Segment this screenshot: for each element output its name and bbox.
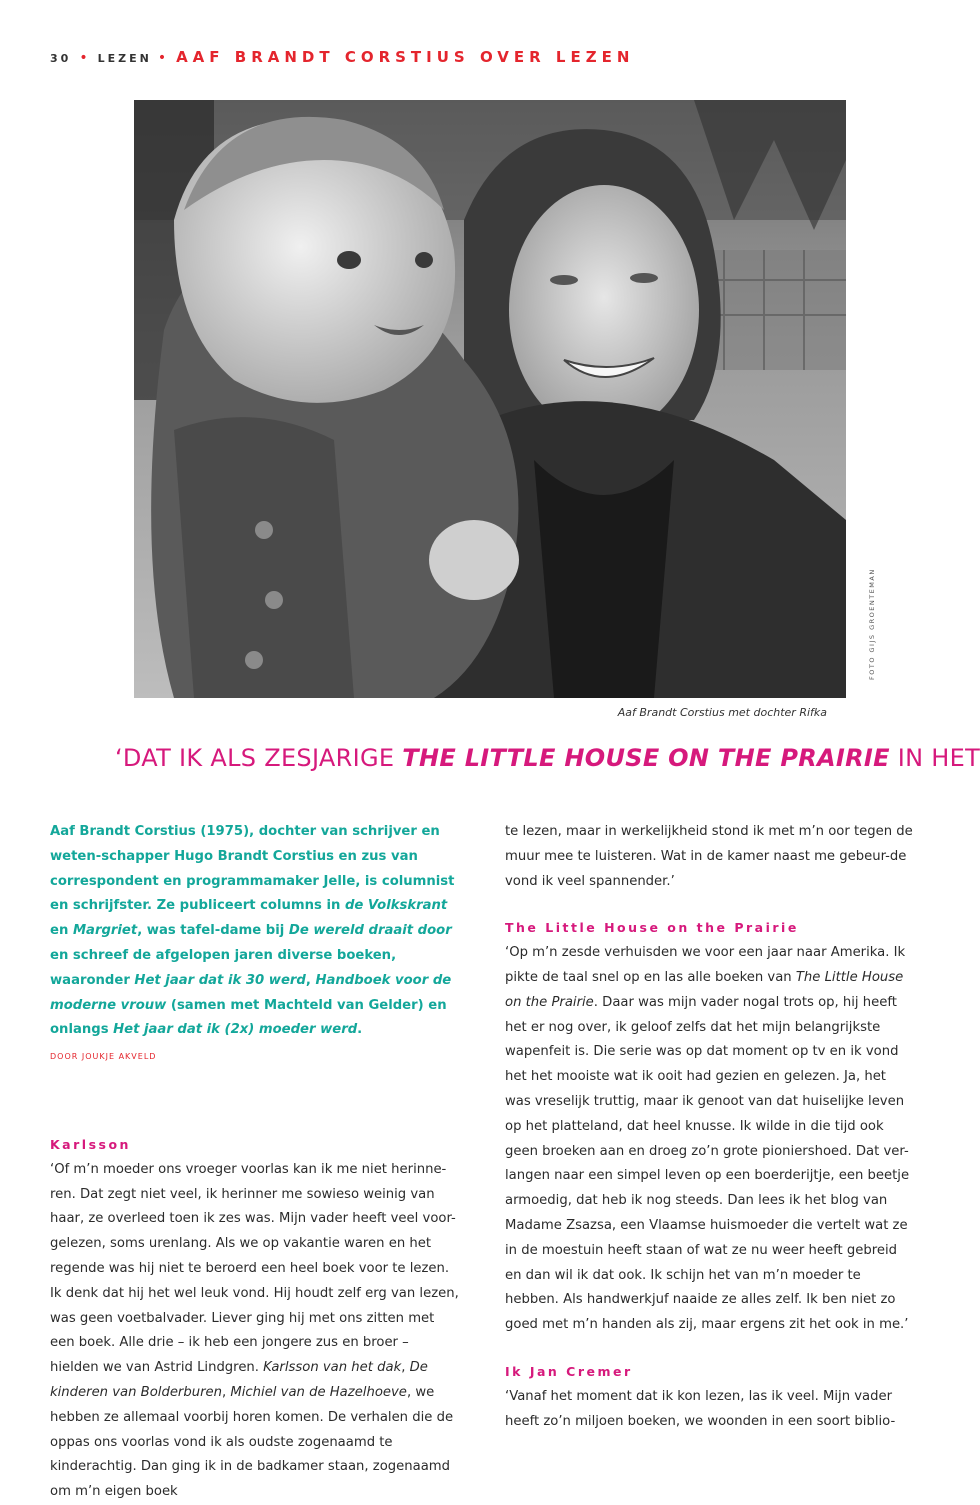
photo-credit: FOTO GIJS GROENTEMAN xyxy=(868,568,876,680)
intro-title: Het jaar dat ik (2x) moeder werd xyxy=(113,1022,358,1038)
book-title: Michiel van de Hazelhoeve xyxy=(230,1384,407,1400)
book-title: The Little House on the Prairie xyxy=(505,969,904,1010)
intro-title: Margriet xyxy=(72,923,138,939)
body-text: , xyxy=(401,1360,410,1376)
bullet-dot: • xyxy=(79,50,88,66)
article-title: AAF BRANDT CORSTIUS OVER LEZEN xyxy=(176,48,635,66)
intro-title: De wereld draait door xyxy=(288,923,452,939)
paragraph-karlsson xyxy=(50,1158,460,1505)
pull-quote-text: IN HET xyxy=(889,744,980,772)
running-head xyxy=(50,48,634,72)
body-text: ‘Of m’n moeder ons vroeger voorlas kan ik me niet herinne-ren. Dat zegt niet veel, ik herinner me sowieso weinig van haar, ze overleed toen ik zes was. Mijn vader heeft veel voor-gelezen, soms urenlang. Als we op vakantie waren en het regende was hij niet te beroerd een heel boek voor te lezen. Ik denk dat hij het wel leuk vond. Hij houdt zelf erg van lezen, was geen voetbalvader. Liever ging hij met ons zitten met een boek. Alle drie – ik heb een jongere zus en broer – hielden we van Astrid Lindgren. xyxy=(50,1161,459,1376)
paragraph-prairie xyxy=(505,941,915,1338)
intro-text: , xyxy=(305,972,316,988)
body-text: . Daar was mijn vader nogal trots op, hij heeft het er nog over, ik geloof zelfs dat het mijn belangrijkste wapenfeit is. Die serie was op dat moment op tv en ik vond het het mooiste wat ik ooit had gezien en gelezen. Ja, het was vreselijk truttig, maar ik genoot van dat huiselijke leven op het platteland, dat heel knusse. Ik wilde in die tijd ook geen broeken aan en droeg zo’n grote pioniershoed. Dat ver-langen naar een simpel leven op een boerderijtje, een beetje armoedig, dat heb ik nog steeds. Dan lees ik het blog van Madame Zsazsa, een Vlaamse huismoeder die vertelt wat ze in de moestuin heeft staan of wat ze nu weer heeft gebreid en dan wil ik dat ook. Ik schijn het van m’n moeder te hebben. Als handwerkjuf naaide ze alles zelf. Ik ben niet zo goed met m’n handen als zij, maar ergens zit het ook in me.’ xyxy=(505,994,910,1333)
intro-text: en schreef de afgelopen jaren diverse boeken, waaronder xyxy=(50,947,397,988)
bullet-dot: • xyxy=(157,50,167,66)
body-text: , xyxy=(221,1384,231,1400)
photo-illustration xyxy=(134,100,846,698)
body-text: , we hebben ze allemaal voorbij horen komen. De verhalen die de oppas ons voorlas vond ik als oudste zogenaamd te kinderachtig. Dan ging ik in de badkamer staan, zogenaamd om m’n eigen boek xyxy=(50,1384,454,1500)
section-label: LEZEN xyxy=(97,52,152,65)
portrait-photo xyxy=(134,100,846,698)
paragraph-karlsson-continued: te lezen, maar in werkelijkheid stond ik met m’n oor tegen de muur mee te luisteren. Wat in de kamer naast me gebeur-de vond ik veel spannender.’ xyxy=(505,824,913,889)
byline: DOOR JOUKJE AKVELD xyxy=(50,1052,157,1062)
subheading-cremer: Ik Jan Cremer xyxy=(505,1363,633,1379)
intro-title: Het jaar dat ik 30 werd xyxy=(134,972,306,988)
paragraph-cremer: ‘Vanaf het moment dat ik kon lezen, las ik veel. Mijn vader heeft zo’n miljoen boeken, we woonden in een soort biblio- xyxy=(505,1388,896,1429)
book-title: De kinderen van Bolderburen xyxy=(50,1360,428,1400)
intro-text: Aaf Brandt Corstius (1975), dochter van schrijver en weten-schapper Hugo Brandt Corstius en zus van correspondent en programmamaker Jelle, is columnist en schrijfster. Ze publiceert columns in xyxy=(50,824,455,914)
intro-text: (samen met Machteld van Gelder) en onlangs xyxy=(50,997,447,1038)
body-text: ‘Op m’n zesde verhuisden we voor een jaar naar Amerika. Ik pikte de taal snel op en las alle boeken van xyxy=(505,945,906,985)
pull-quote-text: ‘DAT IK ALS ZESJARIGE xyxy=(115,744,403,772)
page-number: 30 xyxy=(50,52,72,65)
intro-text: . xyxy=(357,1022,363,1038)
intro-paragraph xyxy=(50,820,460,1043)
book-title: Karlsson van het dak xyxy=(263,1360,402,1376)
intro-text: en xyxy=(50,923,73,939)
column-right xyxy=(505,820,915,1434)
subheading-karlsson: Karlsson xyxy=(50,1136,131,1152)
pull-quote xyxy=(115,744,980,772)
subheading-prairie: The Little House on the Prairie xyxy=(505,920,799,936)
pull-quote-italic: THE LITTLE HOUSE ON THE PRAIRIE xyxy=(402,744,890,772)
intro-title: de Volkskrant xyxy=(344,898,448,914)
column-left xyxy=(50,820,460,1505)
intro-title: Handboek voor de moderne vrouw xyxy=(50,972,452,1013)
intro-text: , was tafel-dame bij xyxy=(137,923,289,939)
photo-caption: Aaf Brandt Corstius met dochter Rifka xyxy=(617,706,827,719)
